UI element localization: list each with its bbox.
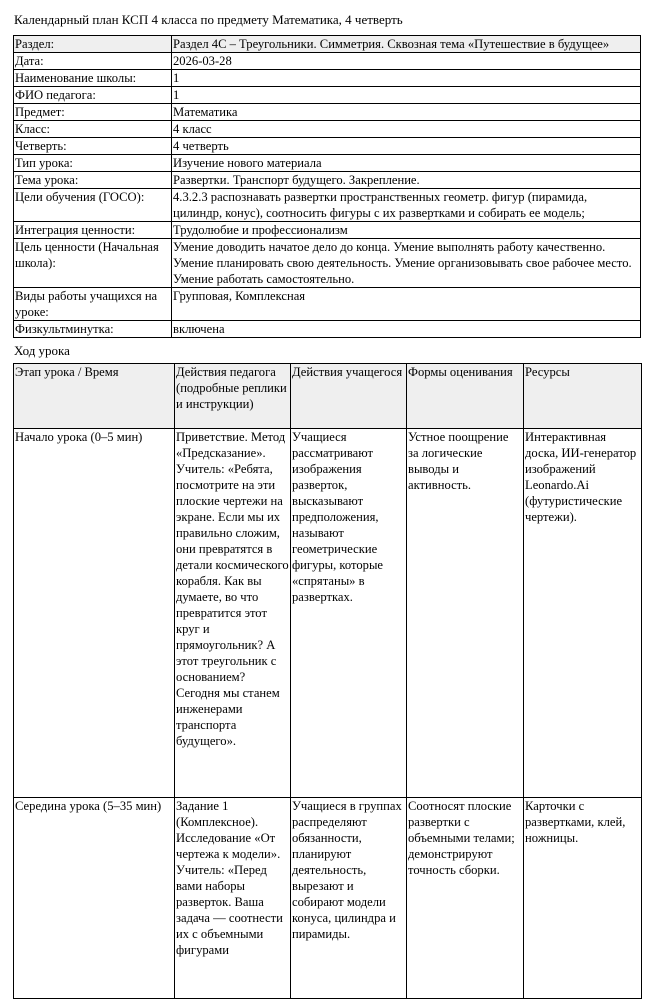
info-value: 4 класс [172,121,641,138]
info-value: Развертки. Транспорт будущего. Закрепление. [172,172,641,189]
info-row [14,104,641,121]
student-cell: Учащиеся рассматривают изображения разверток, высказывают предположения, называют геометрические фигуры, которые «спрятаны» в развертках. [291,429,407,798]
header-student-actions: Действия учащегося [291,364,407,429]
info-value: 1 [172,70,641,87]
info-row [14,222,641,239]
info-value: Математика [172,104,641,121]
info-row [14,155,641,172]
header-assessment: Формы оценивания [407,364,524,429]
plan-row [14,798,642,999]
info-key: Дата: [14,53,172,70]
header-stage: Этап урока / Время [14,364,175,429]
info-key: Цели обучения (ГОСО): [14,189,172,222]
stage-cell: Начало урока (0–5 мин) [14,429,175,798]
info-value: 2026-03-28 [172,53,641,70]
info-value: Групповая, Комплексная [172,288,641,321]
info-row [14,121,641,138]
document-title: Календарный план КСП 4 класса по предмету Математика, 4 четверть [14,12,403,27]
info-row [14,189,641,222]
info-value: включена [172,321,641,338]
info-row [14,288,641,321]
info-key: ФИО педагога: [14,87,172,104]
info-value: 4.3.2.3 распознавать развертки пространственных геометр. фигур (пирамида, цилиндр, конус), соотносить фигуры с их развертками и собирать ее модель; [172,189,641,222]
teacher-cell: Приветствие. Метод «Предсказание». Учитель: «Ребята, посмотрите на эти плоские чертежи на экране. Если мы их правильно сложим, они превратятся в детали космического корабля. Как вы думаете, во что превратится этот круг и прямоугольник? А этот треугольник с основанием? Сегодня мы станем инженерами транспорта будущего». [175,429,291,798]
lesson-flow-heading: Ход урока [14,343,70,358]
resources-cell: Интерактивная доска, ИИ-генератор изображений Leonardo.Ai (футуристические чертежи). [524,429,642,798]
info-key: Наименование школы: [14,70,172,87]
lesson-info-table [13,35,641,338]
info-key: Четверть: [14,138,172,155]
info-row [14,87,641,104]
stage-cell: Середина урока (5–35 мин) [14,798,175,999]
assessment-cell: Устное поощрение за логические выводы и активность. [407,429,524,798]
info-row [14,321,641,338]
resources-cell: Карточки с развертками, клей, ножницы. [524,798,642,999]
header-resources: Ресурсы [524,364,642,429]
info-row [14,70,641,87]
lesson-plan-table [13,363,642,999]
info-row [14,138,641,155]
info-row [14,53,641,70]
info-key: Тема урока: [14,172,172,189]
info-key: Тип урока: [14,155,172,172]
info-key: Предмет: [14,104,172,121]
info-key: Физкультминутка: [14,321,172,338]
plan-header-row [14,364,642,429]
info-value: Умение доводить начатое дело до конца. Умение выполнять работу качественно. Умение планировать свою деятельность. Умение организовывать свое рабочее место. Умение работать самостоятельно. [172,239,641,288]
student-cell: Учащиеся в группах распределяют обязанности, планируют деятельность, вырезают и собирают модели конуса, цилиндра и пирамиды. [291,798,407,999]
info-value: Трудолюбие и профессионализм [172,222,641,239]
assessment-cell: Соотносят плоские развертки с объемными телами; демонстрируют точность сборки. [407,798,524,999]
info-value: Изучение нового материала [172,155,641,172]
info-value: Раздел 4С – Треугольники. Симметрия. Сквозная тема «Путешествие в будущее» [172,36,641,53]
info-key: Цель ценности (Начальная школа): [14,239,172,288]
info-value: 1 [172,87,641,104]
info-key: Раздел: [14,36,172,53]
info-row [14,172,641,189]
info-key: Класс: [14,121,172,138]
teacher-cell: Задание 1 (Комплексное). Исследование «От чертежа к модели». Учитель: «Перед вами наборы разверток. Ваша задача — соотнести их с объемными фигурами [175,798,291,999]
info-key: Виды работы учащихся на уроке: [14,288,172,321]
info-row [14,36,641,53]
info-row [14,239,641,288]
plan-row [14,429,642,798]
header-teacher-actions: Действия педагога (подробные реплики и инструкции) [175,364,291,429]
info-value: 4 четверть [172,138,641,155]
info-key: Интеграция ценности: [14,222,172,239]
